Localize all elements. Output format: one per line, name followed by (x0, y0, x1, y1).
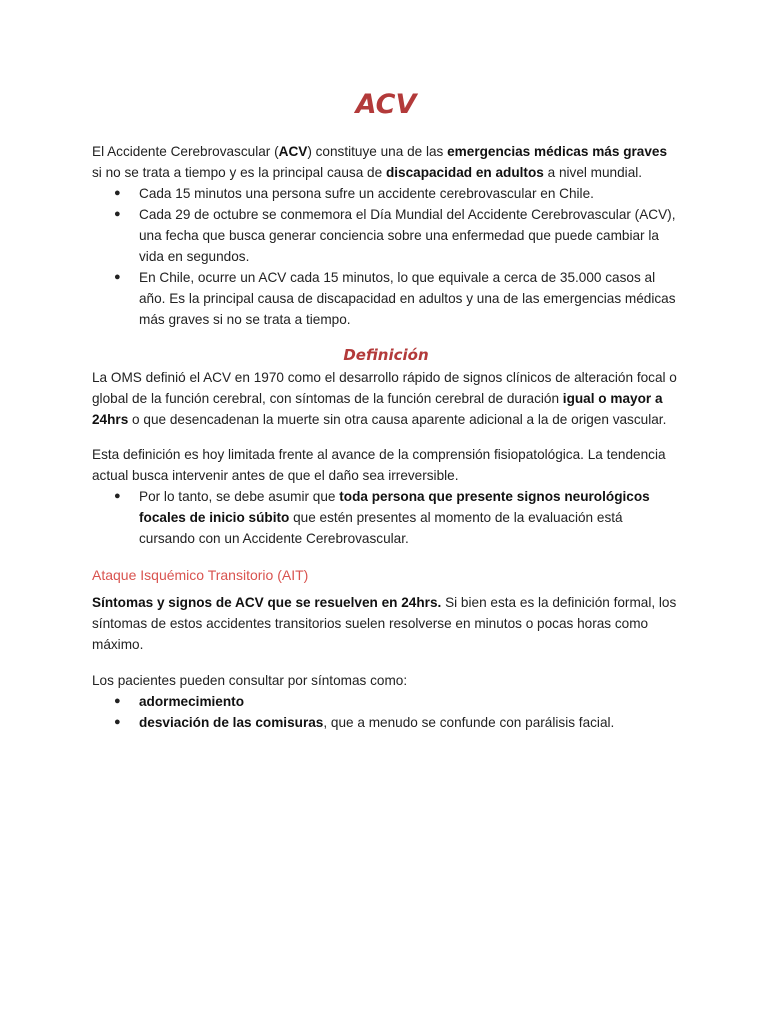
discapacidad-bold: discapacidad en adultos (385, 165, 544, 180)
emergencias-bold: emergencias médicas más graves (447, 144, 668, 159)
list-item: ● desviación de las comisuras, que a menudo se confunde con parálisis facial. (92, 712, 680, 733)
bullet-icon: ● (114, 695, 121, 707)
ait-heading: Ataque Isquémico Transitorio (AIT) (92, 567, 309, 583)
bullet-icon: ● (114, 716, 121, 728)
bullet-icon: ● (114, 208, 121, 220)
definicion-heading: Definición (343, 346, 429, 364)
list-item: ● Cada 29 de octubre se conmemora el Día Mundial del Accidente Cerebrovascular (ACV), una fecha que busca generar conciencia sobre una enfermedad que puede cambiar la vida en segundos. (92, 204, 680, 267)
document-title: ACV (355, 89, 417, 120)
document-page (92, 84, 680, 733)
bullet-icon: ● (114, 490, 121, 502)
definicion-list (92, 486, 680, 549)
bullet-icon: ● (114, 187, 121, 199)
bullet-icon: ● (114, 271, 121, 283)
limitada-paragraph: Esta definición es hoy limitada frente al avance de la comprensión fisiopatológica. La tendencia actual busca intervenir antes de que el daño sea irreversible. (92, 447, 666, 483)
sintomas-bold: Síntomas y signos de ACV que se resuelven en 24hrs. (92, 595, 442, 610)
list-item: ● adormecimiento (92, 691, 680, 712)
list-item: ● Por lo tanto, se debe asumir que toda persona que presente signos neurológicos focales de inicio súbito que estén presentes al momento de la evaluación está cursando con un Accidente Cerebrovascular. (92, 486, 680, 549)
acv-bold: ACV (278, 144, 308, 159)
sintomas-list (92, 691, 680, 733)
definicion-paragraph: La OMS definió el ACV en 1970 como el desarrollo rápido de signos clínicos de alteración focal o global de la función cerebral, con síntomas de la función cerebral de duración igual o mayor a 24hrs o que desencadenan la muerte sin otra causa aparente adicional a la de origen vascular. (92, 370, 677, 427)
intro-paragraph: El Accidente Cerebrovascular (ACV) constituye una de las emergencias médicas más graves si no se trata a tiempo y es la principal causa de discapacidad en adultos a nivel mundial. (92, 144, 668, 180)
stats-list (92, 183, 680, 330)
ait-paragraph: Síntomas y signos de ACV que se resuelven en 24hrs. Si bien esta es la definición formal, los síntomas de estos accidentes transitorios suelen resolverse en minutos o pocas horas como máximo. (92, 595, 677, 652)
signos-bold: toda persona que presente signos neurológicos focales de inicio súbito (139, 489, 650, 525)
list-item: ● Cada 15 minutos una persona sufre un accidente cerebrovascular en Chile. (92, 183, 680, 204)
duracion-bold: igual o mayor a 24hrs (92, 391, 663, 427)
pacientes-paragraph: Los pacientes pueden consultar por síntomas como: (92, 673, 408, 688)
list-item: ● En Chile, ocurre un ACV cada 15 minutos, lo que equivale a cerca de 35.000 casos al año. Es la principal causa de discapacidad en adultos y una de las emergencias médicas más graves si no se trata a tiempo. (92, 267, 680, 330)
